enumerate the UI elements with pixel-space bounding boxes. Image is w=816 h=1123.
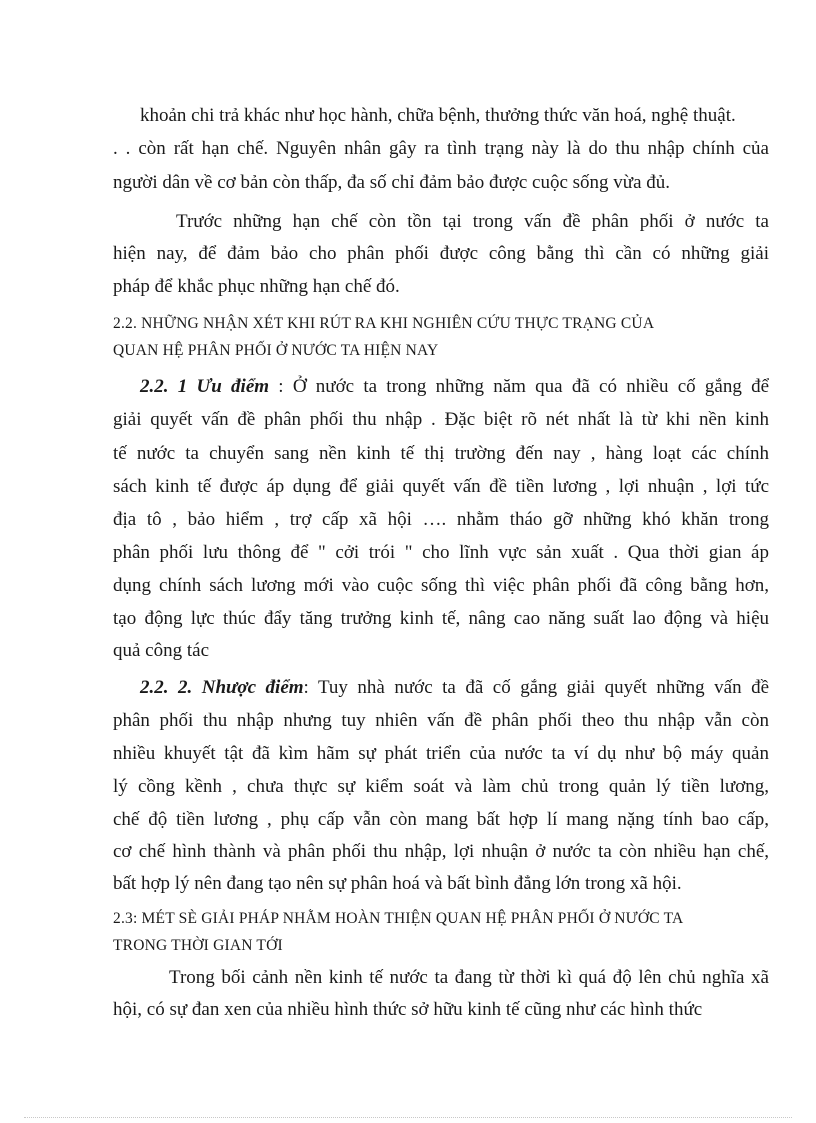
- paragraph-line: phân phối lưu thông để " cởi trói " cho lĩnh vực sản xuất . Qua thời gian áp: [113, 542, 769, 563]
- subsection-text: : Ở nước ta trong những năm qua đã có nhiều cố gắng để: [269, 376, 770, 397]
- subsection-first-line: [140, 676, 769, 700]
- paragraph-line: khoản chi trả khác như học hành, chữa bệnh, thưởng thức văn hoá, nghệ thuật.: [140, 105, 736, 126]
- paragraph-line: tế nước ta chuyển sang nền kinh tế thị trường đến nay , hàng loạt các chính: [113, 443, 769, 464]
- paragraph-line: lý cồng kềnh , chưa thực sự kiểm soát và làm chủ trong quản lý tiền lương,: [113, 776, 769, 797]
- paragraph-line: chế độ tiền lương , phụ cấp vẫn còn mang bất hợp lí mang nặng tính bao cấp,: [113, 809, 769, 830]
- paragraph-line: Trước những hạn chế còn tồn tại trong vấn đề phân phối ở nước ta: [176, 211, 769, 232]
- section-heading: 2.3: MÉT SÈ GIẢI PHÁP NHẰM HOÀN THIỆN QUAN HỆ PHÂN PHỐI Ở NƯỚC TA: [113, 910, 684, 927]
- paragraph-line: pháp để khắc phục những hạn chế đó.: [113, 276, 400, 297]
- paragraph-line: quả công tác: [113, 640, 210, 661]
- subsection-label: 2.2. 2. Nhược điểm: [140, 677, 304, 698]
- subsection-text: : Tuy nhà nước ta đã cố gắng giải quyết những vấn đề: [303, 677, 769, 698]
- paragraph-line: Trong bối cảnh nền kinh tế nước ta đang từ thời kì quá độ lên chủ nghĩa xã: [169, 967, 769, 988]
- paragraph-line: cơ chế hình thành và phân phối thu nhập, lợi nhuận ở nước ta còn nhiều hạn chế,: [113, 841, 769, 862]
- page-bottom-divider: [24, 1117, 792, 1118]
- subsection-first-line: [140, 375, 769, 399]
- paragraph-line: hội, có sự đan xen của nhiều hình thức sở hữu kinh tế cũng như các hình thức: [113, 999, 703, 1020]
- paragraph-line: phân phối thu nhập nhưng tuy nhiên vấn đề phân phối theo thu nhập vẫn còn: [113, 710, 769, 731]
- subsection-label: 2.2. 1 Ưu điểm: [140, 376, 270, 397]
- paragraph-line: giải quyết vấn đề phân phối thu nhập . Đặc biệt rõ nét nhất là từ khi nền kinh: [113, 409, 769, 430]
- paragraph-line: hiện nay, để đảm bảo cho phân phối được công bằng thì cần có những giải: [113, 243, 769, 264]
- paragraph-line: bất hợp lý nên đang tạo nên sự phân hoá và bất bình đẳng lớn trong xã hội.: [113, 873, 682, 894]
- section-heading: TRONG THỜI GIAN TỚI: [113, 937, 283, 954]
- paragraph-line: sách kinh tế được áp dụng để giải quyết vấn đề tiền lương , lợi nhuận , lợi tức: [113, 476, 769, 497]
- paragraph-line: nhiều khuyết tật đã kìm hãm sự phát triển của nước ta ví dụ như bộ máy quản: [113, 743, 769, 764]
- paragraph-line: tạo động lực thúc đẩy tăng trưởng kinh tế, nâng cao năng suất lao động và hiệu: [113, 608, 769, 629]
- paragraph-line: . . còn rất hạn chế. Nguyên nhân gây ra tình trạng này là do thu nhập chính của: [113, 138, 769, 159]
- section-heading: 2.2. NHỮNG NHẬN XÉT KHI RÚT RA KHI NGHIÊN CỨU THỰC TRẠNG CỦA: [113, 315, 655, 332]
- paragraph-line: người dân về cơ bản còn thấp, đa số chỉ đảm bảo được cuộc sống vừa đủ.: [113, 172, 671, 193]
- paragraph-line: dụng chính sách lương mới vào cuộc sống thì việc phân phối đã công bằng hơn,: [113, 575, 769, 596]
- section-heading: QUAN HỆ PHÂN PHỐI Ở NƯỚC TA HIỆN NAY: [113, 342, 439, 359]
- paragraph-line: địa tô , bảo hiểm , trợ cấp xã hội …. nhằm tháo gỡ những khó khăn trong: [113, 509, 769, 530]
